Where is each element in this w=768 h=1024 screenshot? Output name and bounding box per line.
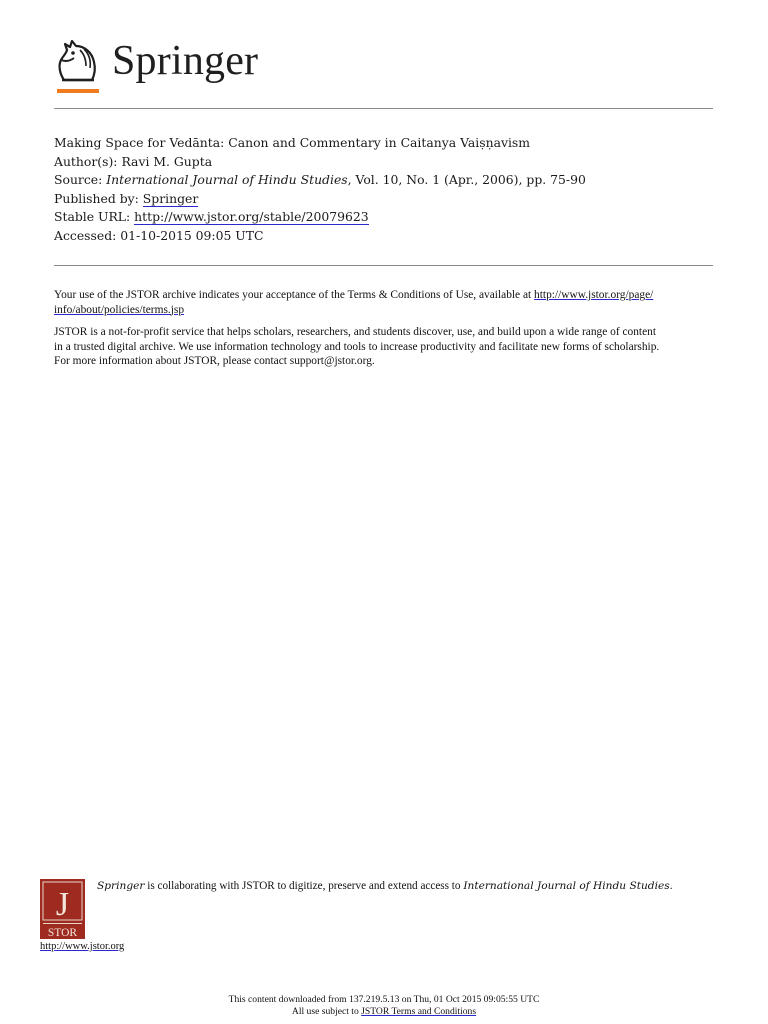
stable-url-line [54,208,586,227]
about-line-1: JSTOR is a not-for-profit service that helps scholars, researchers, and students discover, use, and build upon a wide range of content [54,326,657,338]
authors-label: Author(s): [54,153,118,169]
collab-publisher: Springer [97,880,145,892]
about-paragraph [54,325,714,369]
accessed-label: Accessed: [54,227,117,243]
download-line: This content downloaded from 137.219.5.13 on Thu, 01 Oct 2015 09:05:55 UTC [228,994,540,1005]
publisher-label: Published by: [54,190,139,206]
terms-text: Your use of the JSTOR archive indicates your acceptance of the Terms & Conditions of Use, available at [54,289,532,301]
source-label: Source: [54,172,103,187]
collab-end: . [669,880,673,892]
terms-line [0,1006,768,1018]
collaboration-block [40,879,740,959]
stable-url-link[interactable]: http://www.jstor.org/stable/20079623 [134,209,369,224]
authors-value: Ravi M. Gupta [121,153,213,169]
collab-text: is collaborating with JSTOR to digitize, preserve and extend access to [144,880,464,892]
middle-divider [54,265,713,266]
authors-line [54,153,586,172]
article-title: Making Space for Vedānta: Canon and Commentary in Caitanya Vaiṣṇavism [54,135,531,150]
terms-url-link[interactable]: http://www.jstor.org/page/ [534,289,654,301]
springer-logo [52,36,282,98]
accessed-line [54,227,586,246]
about-line-3: For more information about JSTOR, please contact support@jstor.org. [54,355,375,367]
chess-knight-icon [52,36,102,96]
about-line-2: in a trusted digital archive. We use information technology and tools to increase productivity and facilitate new forms of scholarship. [54,340,660,353]
source-details: , Vol. 10, No. 1 (Apr., 2006), pp. 75-90 [347,172,586,187]
collab-journal: International Journal of Hindu Studies [463,880,670,892]
jstor-terms-link[interactable]: JSTOR Terms and Conditions [361,1005,477,1017]
terms-url-link-continued[interactable]: info/about/policies/terms.jsp [54,303,185,316]
jstor-logo-letter: J [55,886,70,923]
download-footer [0,994,768,1017]
accessed-value: 01-10-2015 09:05 UTC [120,227,264,243]
jstor-logo [40,879,85,939]
jstor-home-link[interactable]: http://www.jstor.org [40,941,125,952]
springer-wordmark: Springer [112,38,259,84]
stable-url-label: Stable URL: [54,209,131,224]
publisher-link[interactable]: Springer [142,190,199,206]
terms-paragraph [54,288,714,317]
jstor-notice [54,288,714,377]
publisher-line [54,190,586,209]
terms-prefix: All use subject to [291,1005,362,1017]
jstor-logo-wordmark: STOR [47,927,78,939]
source-journal: International Journal of Hindu Studies [106,172,348,187]
top-divider [54,108,713,109]
citation-block [54,134,586,245]
source-line [54,171,586,190]
collaboration-statement [97,880,672,892]
